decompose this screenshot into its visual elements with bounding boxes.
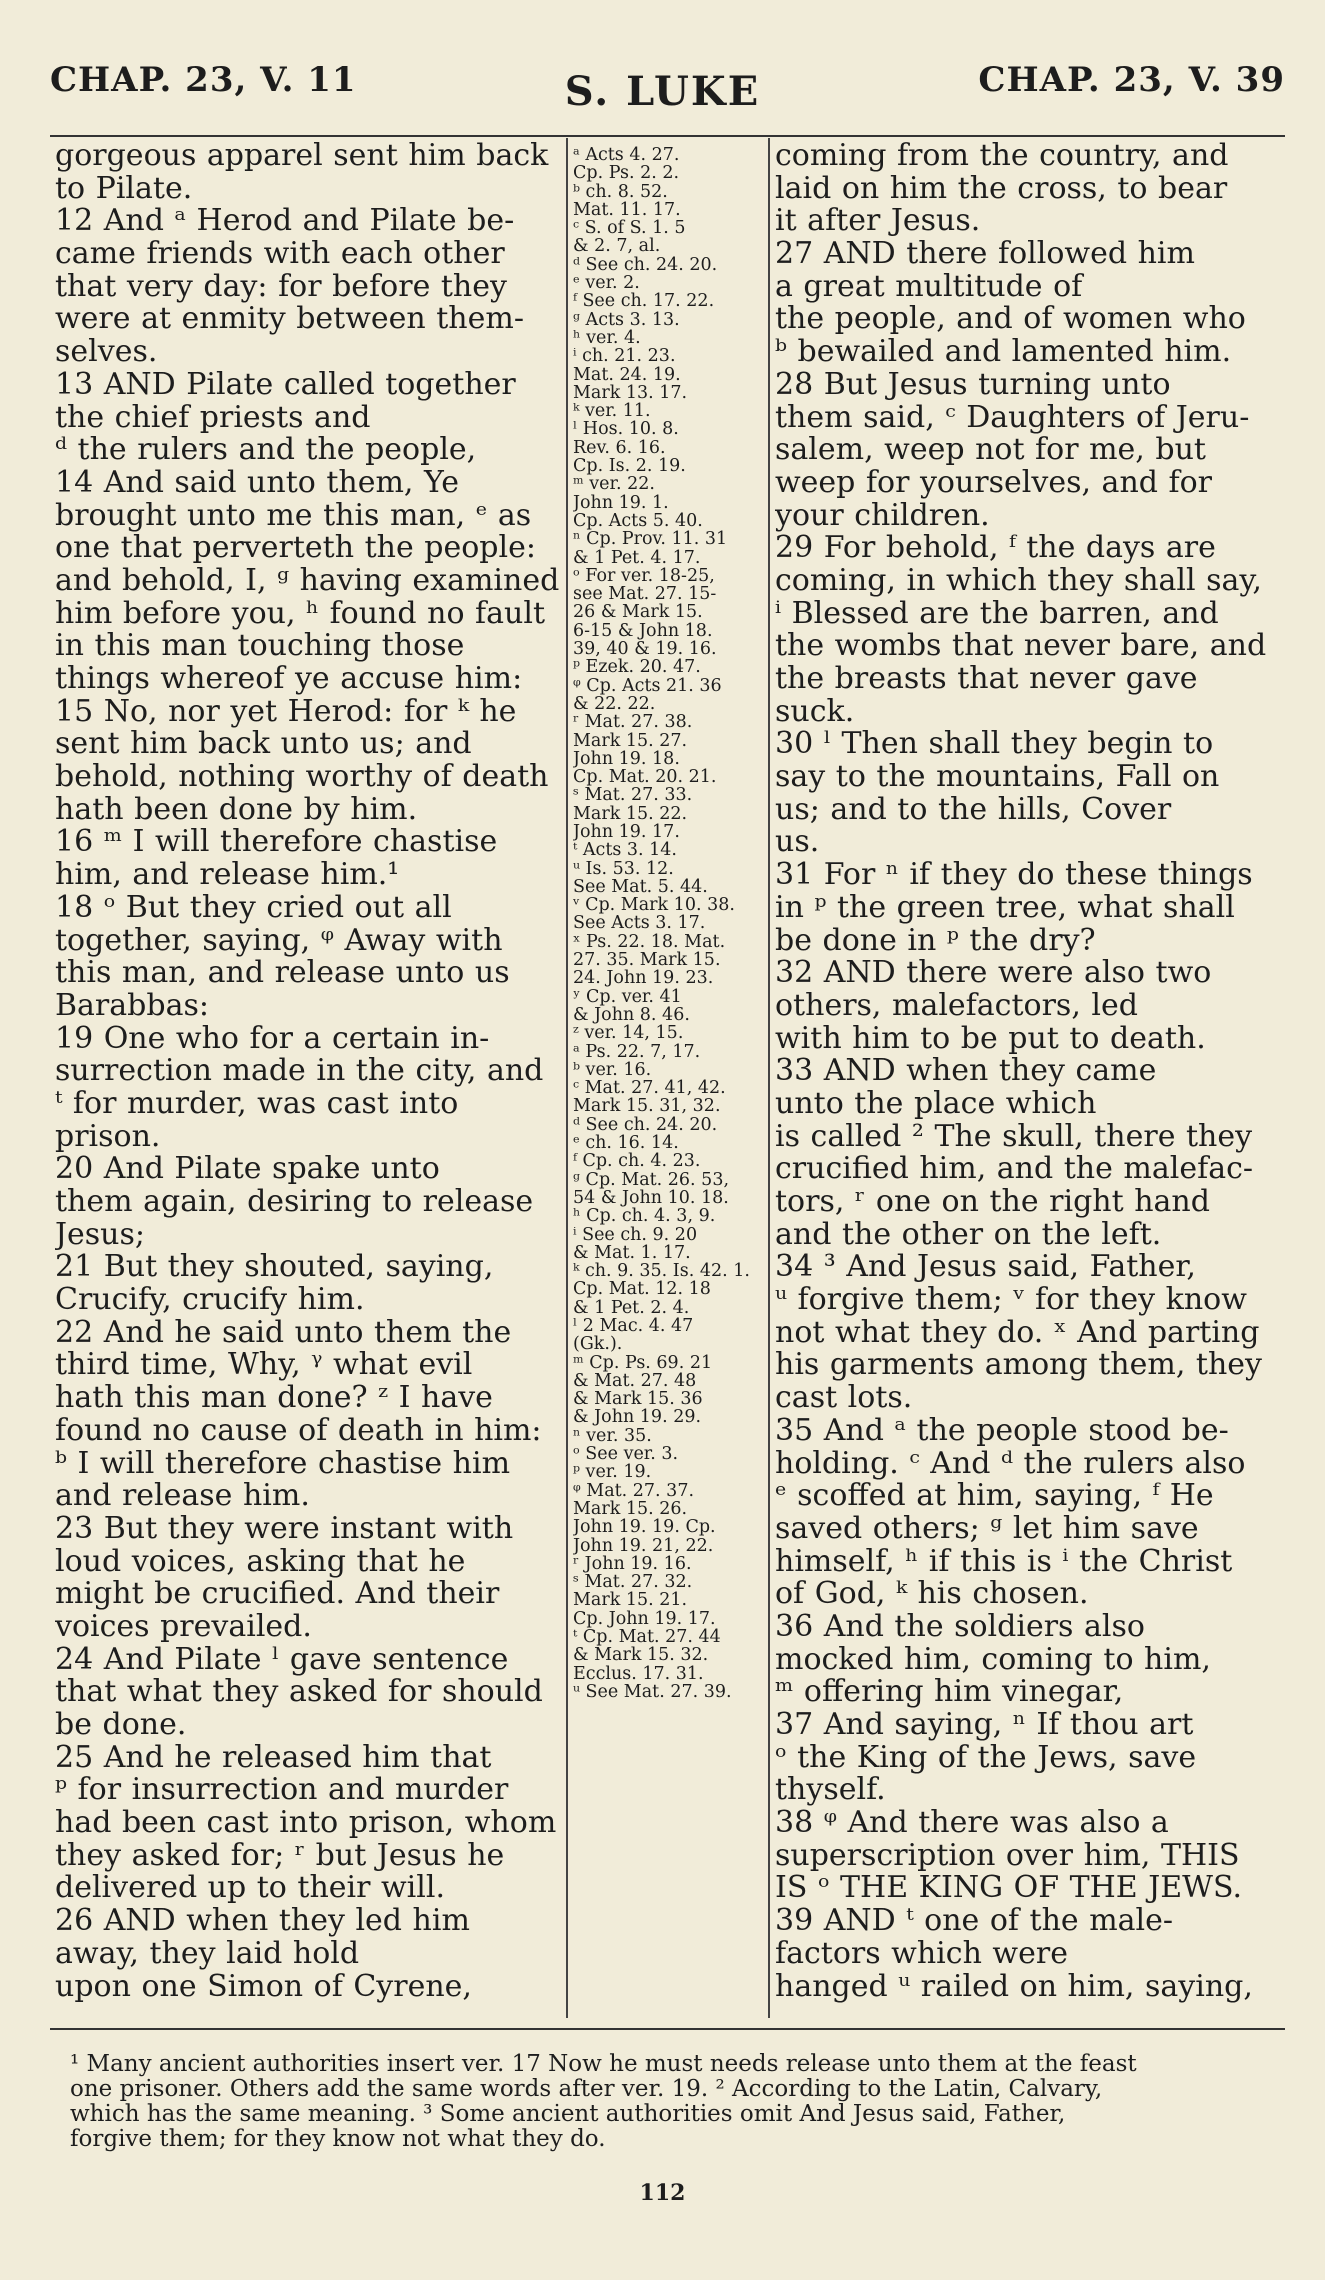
reference-line: 26 & Mark 15. (573, 603, 703, 622)
reference-line: ⁱ ch. 21. 23. (573, 347, 676, 366)
verse-line: 27 AND there followed him (775, 238, 1195, 271)
verse-line: coming from the country, and (775, 140, 1229, 173)
reference-line: & Mat. 27. 48 (573, 1371, 697, 1391)
verse-line: hath been done by him. (55, 793, 418, 827)
verse-line: mocked him, coming to him, (775, 1643, 1211, 1677)
reference-line: ᵒ For ver. 18-25, (573, 566, 715, 586)
reference-line: & 22. 22. (573, 694, 656, 714)
verse-line: might be crucified. And their (55, 1578, 500, 1611)
cross-reference-column (573, 146, 765, 1701)
verse-line: ᵉ scoffed at him, saying, ᶠ He (775, 1480, 1214, 1513)
reference-line: ᵖ Ezek. 20. 47. (573, 658, 701, 677)
verse-line: loud voices, asking that he (55, 1545, 466, 1579)
verse-line: us. (775, 826, 820, 860)
verse-line: 16 ᵐ I will therefore chastise (55, 826, 498, 860)
verse-line: behold, nothing worthy of death (55, 761, 549, 794)
verse-line: Jesus; (55, 1218, 145, 1252)
reference-line: ᵠ Mat. 27. 37. (573, 1481, 695, 1500)
verse-line: unto the place which (775, 1087, 1097, 1121)
verse-line: the breasts that never gave (775, 663, 1198, 696)
verse-line: 26 AND when they led him (55, 1905, 470, 1938)
verse-line: others, malefactors, led (775, 989, 1138, 1023)
verse-line: holding. ᶜ And ᵈ the rulers also (775, 1447, 1246, 1481)
reference-line: John 19. 1. (573, 493, 669, 512)
reference-line: John 19. 18. (573, 749, 680, 769)
reference-line: ᵍ Acts 3. 13. (573, 310, 680, 329)
verse-line: 18 ᵒ But they cried out all (55, 891, 452, 925)
verse-line: ⁱ Blessed are the barren, and (775, 597, 1219, 631)
book-title: S. LUKE (564, 68, 761, 115)
reference-line: ᵐ ver. 22. (573, 475, 655, 494)
verse-line: sent him back unto us; and (55, 728, 472, 762)
reference-line: ᶠ Cp. ch. 4. 23. (573, 1152, 701, 1171)
verse-line: ᵇ I will therefore chastise him (55, 1447, 511, 1481)
footnote-line: which has the same meaning. ³ Some ancient authorities omit And Jesus said, Father, (70, 2102, 1066, 2127)
verse-line: voices prevailed. (55, 1610, 312, 1644)
reference-line: (Gk.). (573, 1335, 623, 1354)
verse-line: 23 But they were instant with (55, 1512, 514, 1546)
reference-line: Mat. 11. 17. (573, 200, 681, 220)
verse-line: 21 But they shouted, saying, (55, 1251, 494, 1285)
reference-line: ʳ Mat. 27. 38. (573, 713, 693, 732)
verse-line: 39 AND ᵗ one of the male- (775, 1905, 1174, 1938)
verse-line: coming, in which they shall say, (775, 564, 1262, 598)
verse-line: IS ᵒ THE KING OF THE JEWS. (775, 1872, 1242, 1906)
verse-line: 12 And ᵃ Herod and Pilate be- (55, 205, 515, 239)
verse-line: it after Jesus. (775, 205, 981, 239)
verse-line: of God, ᵏ his chosen. (775, 1578, 1089, 1611)
reference-line: ˡ 2 Mac. 4. 47 (573, 1317, 694, 1336)
verse-line: 20 And Pilate spake unto (55, 1153, 440, 1186)
reference-line: ᵇ ch. 8. 52. (573, 182, 668, 201)
footnotes (70, 2052, 1290, 2152)
reference-line: ᶠ See ch. 17. 22. (573, 292, 715, 311)
verse-line: were at enmity between them- (55, 303, 524, 337)
footnote-line: one prisoner. Others add the same words after ver. 19. ² According to the Latin, Calvary, (70, 2077, 1103, 2102)
verse-line: 14 And said unto them, Ye (55, 466, 459, 500)
reference-line: ʸ Cp. ver. 41 (573, 987, 682, 1006)
verse-line: and behold, I, ᵍ having examined (55, 564, 560, 598)
verse-line: that what they asked for should (55, 1676, 543, 1709)
verse-line: not what they do. ˣ And parting (775, 1316, 1260, 1350)
reference-line: ᵗ Acts 3. 14. (573, 841, 677, 860)
verse-line: hath this man done? ᶻ I have (55, 1382, 493, 1415)
reference-line: ᵃ Ps. 22. 7, 17. (573, 1042, 701, 1061)
verse-line: him, and release him.¹ (55, 859, 400, 892)
reference-line: ʰ Cp. ch. 4. 3, 9. (573, 1207, 716, 1226)
reference-line: ˡ Hos. 10. 8. (573, 420, 679, 439)
verse-line: 19 One who for a certain in- (55, 1022, 490, 1056)
verse-line: cast lots. (775, 1382, 913, 1415)
verse-line: laid on him the cross, to bear (775, 172, 1228, 206)
reference-line: ᵛ Cp. Mark 10. 38. (573, 896, 735, 915)
reference-line: 54 & John 10. 18. (573, 1188, 729, 1208)
reference-line: ˢ Mat. 27. 32. (573, 1573, 693, 1592)
verse-line: his garments among them, they (775, 1349, 1262, 1383)
reference-line: & Mark 15. 36 (573, 1390, 703, 1409)
reference-line: Mark 15. 26. (573, 1499, 688, 1519)
reference-line: Mark 15. 27. (573, 731, 688, 750)
verse-line: be done in ᵖ the dry? (775, 924, 1096, 958)
verse-line: 36 And the soldiers also (775, 1610, 1145, 1644)
reference-line: John 19. 17. (573, 822, 680, 842)
verse-line: salem, weep not for me, but (775, 434, 1206, 467)
verse-line: and the other on the left. (775, 1218, 1162, 1252)
footnote-rule (50, 2028, 1285, 2030)
verse-line: 15 No, nor yet Herod: for ᵏ he (55, 695, 517, 729)
reference-line: Cp. John 19. 17. (573, 1609, 716, 1629)
reference-line: ˣ Ps. 22. 18. Mat. (573, 932, 726, 952)
verse-line: them said, ᶜ Daughters of Jeru- (775, 401, 1250, 435)
reference-line: ᵘ See Mat. 27. 39. (573, 1682, 732, 1702)
reference-line: 39, 40 & 19. 16. (573, 640, 717, 659)
verse-line: 31 For ⁿ if they do these things (775, 859, 1253, 892)
reference-line: Cp. Mat. 20. 21. (573, 768, 717, 787)
reference-line: ᵏ ch. 9. 35. Is. 42. 1. (573, 1262, 750, 1281)
reference-line: 27. 35. Mark 15. (573, 951, 721, 970)
verse-line: 37 And saying, ⁿ If thou art (775, 1709, 1194, 1742)
verse-line: us; and to the hills, Cover (775, 793, 1172, 827)
chapter-verse-left: CHAP. 23, V. 11 (50, 60, 357, 100)
reference-line: See Mat. 5. 44. (573, 877, 708, 897)
verse-line: ᵇ bewailed and lamented him. (775, 336, 1232, 369)
verse-line: had been cast into prison, whom (55, 1807, 557, 1840)
reference-line: & 1 Pet. 4. 17. (573, 548, 701, 567)
verse-line: brought unto me this man, ᵉ as (55, 499, 532, 533)
verse-line: him before you, ʰ found no fault (55, 597, 545, 631)
verse-line: 24 And Pilate ˡ gave sentence (55, 1643, 509, 1677)
reference-line: ᶜ Mat. 27. 41, 42. (573, 1079, 726, 1098)
reference-line: Cp. Acts 5. 40. (573, 511, 703, 531)
right-text-column (775, 140, 1285, 2003)
verse-line: is called ² The skull, there they (775, 1120, 1253, 1154)
reference-line: & John 8. 46. (573, 1005, 690, 1025)
verse-line: came friends with each other (55, 238, 505, 271)
verse-line: gorgeous apparel sent him back (55, 140, 549, 173)
reference-line: Cp. Mat. 12. 18 (573, 1280, 711, 1299)
verse-line: they asked for; ʳ but Jesus he (55, 1839, 505, 1873)
verse-line: hanged ᵘ railed on him, saying, (775, 1970, 1253, 2004)
reference-line: John 19. 21, 22. (573, 1536, 714, 1555)
reference-line: ᵉ ver. 2. (573, 274, 640, 293)
verse-line: in ᵖ the green tree, what shall (775, 891, 1235, 925)
verse-line: ᵒ the King of the Jews, save (775, 1741, 1197, 1775)
header-rule (50, 135, 1285, 137)
reference-line: & Mat. 1. 17. (573, 1243, 691, 1263)
verse-line: 30 ˡ Then shall they begin to (775, 728, 1214, 762)
verse-line: together, saying, ᵠ Away with (55, 924, 503, 958)
verse-line: be done. (55, 1709, 187, 1742)
reference-line: ᵒ See ver. 3. (573, 1445, 679, 1464)
column-divider-left (566, 138, 568, 2018)
verse-line: delivered up to their will. (55, 1872, 446, 1906)
reference-line: Cp. Ps. 2. 2. (573, 164, 680, 183)
verse-line: say to the mountains, Fall on (775, 761, 1220, 794)
verse-line: 35 And ᵃ the people stood be- (775, 1414, 1229, 1448)
reference-line: ⁿ ver. 35. (573, 1426, 652, 1446)
reference-line: ᵐ Cp. Ps. 69. 21 (573, 1353, 713, 1372)
reference-line: & 1 Pet. 2. 4. (573, 1298, 690, 1317)
page-number: 112 (639, 2180, 686, 2206)
reference-line: ʰ ver. 4. (573, 328, 641, 348)
verse-line: surrection made in the city, and (55, 1055, 544, 1088)
column-divider-right (768, 138, 770, 2018)
reference-line: ᵈ See ch. 24. 20. (573, 1115, 718, 1135)
reference-line: John 19. 19. Cp. (573, 1518, 716, 1537)
verse-line: Barabbas: (55, 989, 209, 1023)
verse-line: ᵖ for insurrection and murder (55, 1774, 509, 1808)
verse-line: away, they laid hold (55, 1937, 360, 1971)
reference-line: Ecclus. 17. 31. (573, 1664, 704, 1683)
verse-line: weep for yourselves, and for (775, 466, 1213, 500)
reference-line: ᵏ ver. 11. (573, 402, 651, 421)
footnote-line: ¹ Many ancient authorities insert ver. 17 Now he must needs release unto them at the feast (70, 2052, 1137, 2077)
chapter-verse-right: CHAP. 23, V. 39 (978, 60, 1285, 100)
verse-line: this man, and release unto us (55, 957, 510, 990)
footnote-line: forgive them; for they know not what they do. (70, 2127, 606, 2152)
verse-line: saved others; ᵍ let him save (775, 1512, 1199, 1546)
reference-line: Mark 15. 21. (573, 1591, 688, 1610)
verse-line: with him to be put to death. (775, 1022, 1206, 1056)
verse-line: 22 And he said unto them the (55, 1316, 512, 1350)
reference-line: ᵍ Cp. Mat. 26. 53, (573, 1170, 730, 1189)
reference-line: Rev. 6. 16. (573, 438, 666, 458)
verse-line: tors, ʳ one on the right hand (775, 1186, 1210, 1219)
reference-line: Mark 15. 22. (573, 804, 688, 823)
verse-line: third time, Why, ᵞ what evil (55, 1349, 473, 1383)
reference-line: Mark 13. 17. (573, 383, 688, 403)
reference-line: ᵠ Cp. Acts 21. 36 (573, 676, 722, 695)
reference-line: Cp. Is. 2. 19. (573, 457, 686, 476)
reference-line: 6-15 & John 18. (573, 621, 713, 641)
verse-line: upon one Simon of Cyrene, (55, 1970, 472, 2004)
verse-line: 32 AND there were also two (775, 957, 1212, 990)
verse-line: the wombs that never bare, and (775, 630, 1267, 663)
reference-line: See Acts 3. 17. (573, 914, 706, 933)
reference-line: ᵘ Is. 53. 12. (573, 859, 674, 878)
verse-line: the chief priests and (55, 401, 371, 435)
verse-line: 38 ᵠ And there was also a (775, 1807, 1169, 1840)
reference-line: & John 19. 29. (573, 1408, 702, 1427)
verse-line: factors which were (775, 1937, 1068, 1971)
verse-line: in this man touching those (55, 630, 465, 663)
verse-line: a great multitude of (775, 270, 1083, 304)
reference-line: ᵗ Cp. Mat. 27. 44 (573, 1628, 721, 1647)
reference-line: ᵃ Acts 4. 27. (573, 146, 680, 165)
verse-line: suck. (775, 695, 855, 729)
left-text-column (55, 140, 563, 2003)
verse-line: superscription over him, THIS (775, 1839, 1240, 1873)
reference-line: Mat. 24. 19. (573, 365, 681, 384)
verse-line: one that perverteth the people: (55, 532, 536, 565)
verse-line: the people, and of women who (775, 303, 1246, 337)
reference-line: Mark 15. 31, 32. (573, 1097, 721, 1116)
verse-line: himself, ʰ if this is ⁱ the Christ (775, 1545, 1233, 1579)
verse-line: thyself. (775, 1774, 886, 1808)
verse-line: your children. (775, 499, 990, 533)
verse-line: ᵈ the rulers and the people, (55, 434, 477, 467)
reference-line: & 2. 7, al. (573, 237, 661, 256)
verse-line: things whereof ye accuse him: (55, 663, 523, 696)
verse-line: that very day: for before they (55, 270, 507, 304)
reference-line: 24. John 19. 23. (573, 969, 714, 988)
verse-line: ᵘ forgive them; ᵛ for they know (775, 1284, 1247, 1317)
verse-line: 13 AND Pilate called together (55, 368, 516, 402)
reference-line: ʳ John 19. 16. (573, 1554, 692, 1574)
verse-line: 33 AND when they came (775, 1055, 1157, 1088)
verse-line: them again, desiring to release (55, 1186, 534, 1219)
verse-line: 34 ³ And Jesus said, Father, (775, 1251, 1196, 1285)
reference-line: ⁿ Cp. Prov. 11. 31 (573, 530, 728, 549)
reference-line: ᵖ ver. 19. (573, 1463, 652, 1482)
verse-line: 25 And he released him that (55, 1741, 492, 1775)
reference-line: ⁱ See ch. 9. 20 (573, 1225, 698, 1244)
verse-line: 29 For behold, ᶠ the days are (775, 532, 1216, 565)
reference-line: ᵇ ver. 16. (573, 1060, 652, 1080)
verse-line: to Pilate. (55, 172, 193, 206)
verse-line: ᵐ offering him vinegar, (775, 1676, 1124, 1709)
verse-line: ᵗ for murder, was cast into (55, 1087, 459, 1121)
reference-line: ᵈ See ch. 24. 20. (573, 255, 718, 275)
verse-line: found no cause of death in him: (55, 1414, 542, 1448)
reference-line: & Mark 15. 32. (573, 1646, 709, 1665)
reference-line: ᶻ ver. 14, 15. (573, 1024, 684, 1043)
verse-line: Crucify, crucify him. (55, 1284, 365, 1317)
verse-line: prison. (55, 1120, 161, 1154)
reference-line: ᶜ S. of S. 1. 5 (573, 219, 686, 238)
reference-line: see Mat. 27. 15- (573, 585, 717, 604)
reference-line: ᵉ ch. 16. 14. (573, 1134, 679, 1153)
verse-line: crucified him, and the malefac- (775, 1153, 1254, 1186)
verse-line: 28 But Jesus turning unto (775, 368, 1171, 402)
reference-line: ˢ Mat. 27. 33. (573, 786, 693, 805)
verse-line: and release him. (55, 1480, 310, 1513)
verse-line: selves. (55, 336, 158, 369)
